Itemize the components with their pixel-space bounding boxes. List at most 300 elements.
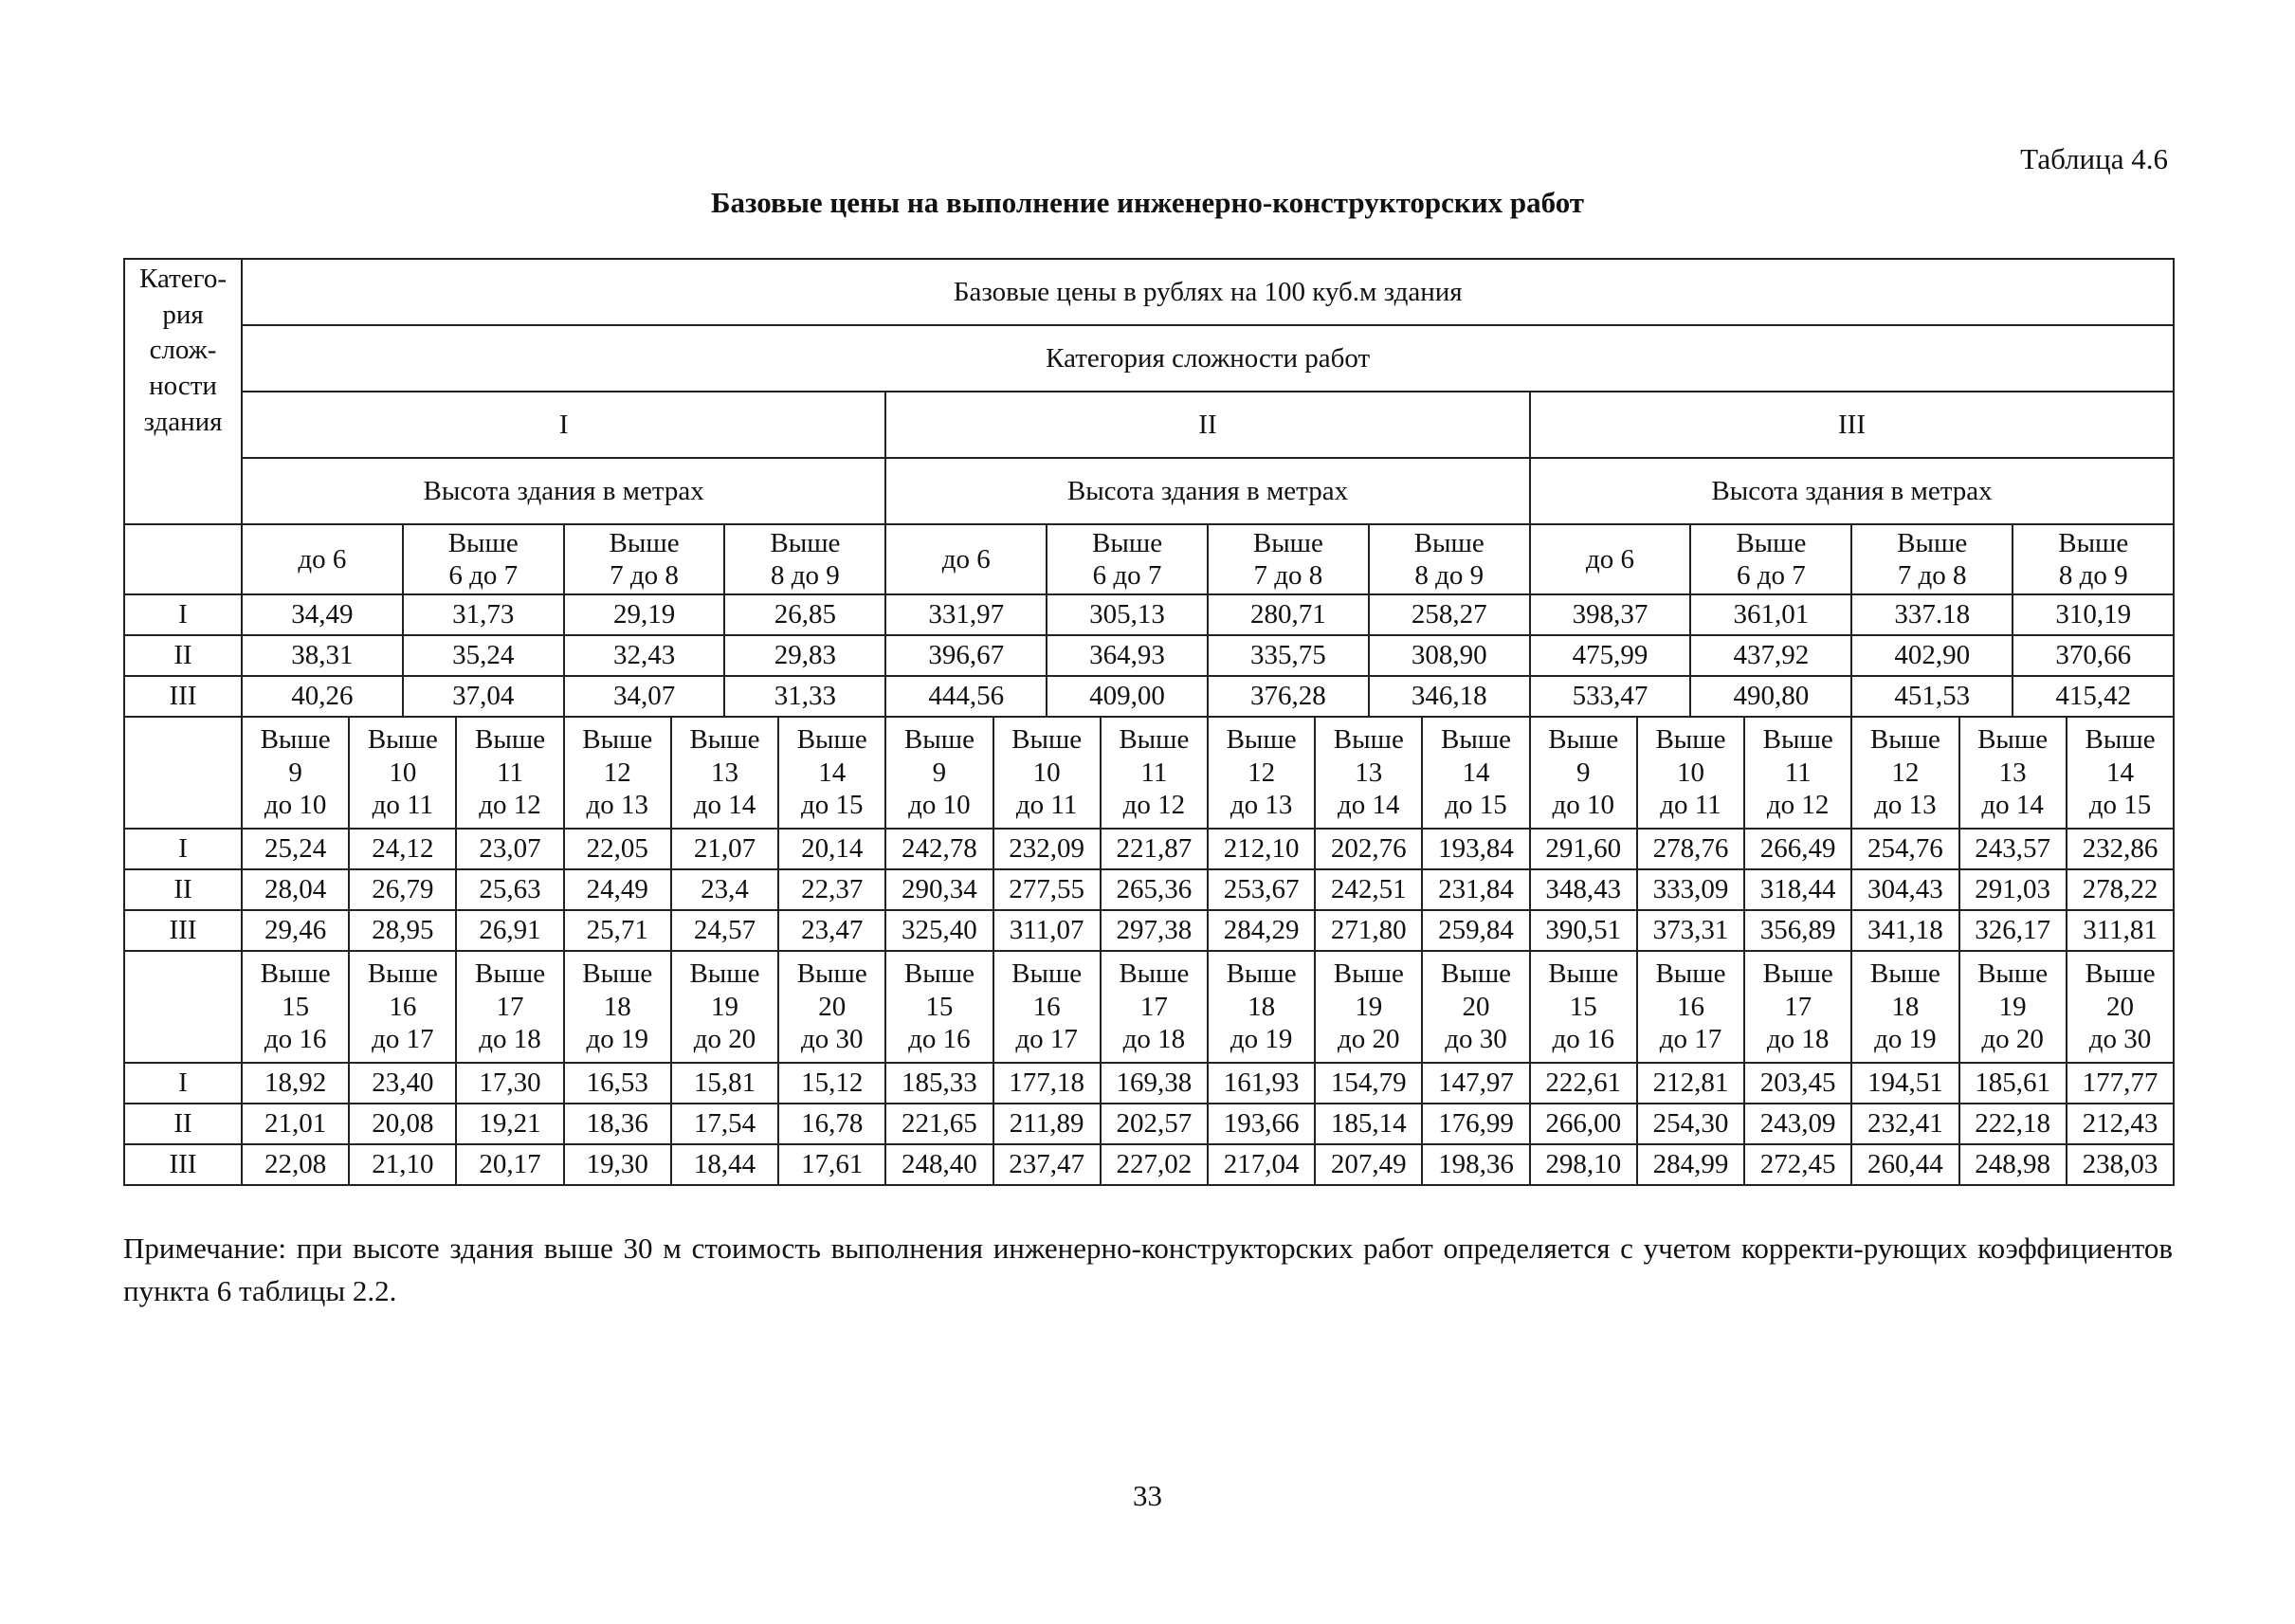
price-cell	[1315, 910, 1422, 951]
price-cell	[403, 676, 564, 717]
price-cell	[1530, 635, 1691, 676]
price-cell-text: 305,13	[1089, 599, 1165, 630]
price-cell	[349, 1144, 456, 1185]
table-row	[124, 594, 2174, 635]
price-cell-text: 211,89	[1009, 1108, 1084, 1140]
table-row	[124, 635, 2174, 676]
price-cell	[885, 1104, 993, 1144]
page-number: 33	[1133, 1479, 1162, 1512]
price-cell-text: 318,44	[1759, 874, 1836, 905]
price-cell	[1851, 829, 1958, 869]
height-range-header	[885, 717, 993, 829]
height-range-header-text: до 6	[1586, 543, 1635, 575]
price-cell-text: 29,46	[264, 915, 327, 946]
price-cell	[456, 829, 563, 869]
price-cell	[349, 869, 456, 910]
price-cell	[564, 676, 725, 717]
price-cell-text: 23,47	[801, 915, 864, 946]
price-cell-text: 23,40	[372, 1067, 434, 1099]
row-category-label-text: III	[169, 681, 197, 712]
page-title: Базовые цены на выполнение инженерно-конструкторских работ	[710, 186, 1585, 219]
height-range-header-text: Выше 10 до 11	[1655, 723, 1726, 821]
height-range-header	[2067, 951, 2175, 1063]
footnote: Примечание: при высоте здания выше 30 м стоимость выполнения инженерно-конструкторских работ определяется с учетом корректи-рующих коэффициентов пункта 6 таблицы 2.2.	[123, 1232, 2173, 1307]
price-cell	[1422, 910, 1529, 951]
price-cell-text: 177,18	[1009, 1067, 1085, 1099]
price-cell	[564, 910, 671, 951]
height-range-header-text: до 6	[298, 543, 347, 575]
price-cell-text: 415,42	[2055, 681, 2132, 712]
price-cell-text: 475,99	[1572, 640, 1648, 671]
price-cell-text: 15,12	[801, 1067, 864, 1099]
height-range-header	[778, 717, 885, 829]
price-cell-text: 207,49	[1330, 1149, 1407, 1180]
height-range-header-text: Выше 15 до 16	[260, 958, 331, 1055]
height-range-header-text: Выше 11 до 12	[1762, 723, 1833, 821]
height-range-header	[1047, 524, 1208, 594]
price-cell	[993, 829, 1101, 869]
height-range-header	[1744, 717, 1851, 829]
header-height-label-text: Высота здания в метрах	[423, 475, 704, 506]
price-cell-text: 260,44	[1867, 1149, 1943, 1180]
height-range-header	[349, 717, 456, 829]
price-cell	[2013, 635, 2174, 676]
price-cell	[1047, 594, 1208, 635]
row-category-label	[124, 1144, 242, 1185]
price-cell	[1851, 1144, 1958, 1185]
price-cell-text: 346,18	[1411, 681, 1487, 712]
price-cell	[885, 869, 993, 910]
price-cell	[1530, 1144, 1637, 1185]
price-cell-text: 22,37	[801, 874, 864, 905]
price-cell	[778, 1063, 885, 1104]
row-category-label-text: II	[173, 640, 192, 671]
price-cell-text: 29,83	[774, 640, 837, 671]
price-cell	[885, 829, 993, 869]
price-cell-text: 243,09	[1759, 1108, 1836, 1140]
price-cell	[242, 1104, 349, 1144]
price-cell-text: 217,04	[1223, 1149, 1300, 1180]
height-range-header	[1851, 717, 1958, 829]
height-range-header-text: Выше 19 до 20	[1977, 958, 2049, 1055]
price-cell-text: 333,09	[1652, 874, 1729, 905]
price-cell	[1208, 910, 1315, 951]
price-cell	[1208, 869, 1315, 910]
price-cell	[564, 1104, 671, 1144]
price-cell-text: 202,57	[1116, 1108, 1193, 1140]
price-cell-text: 331,97	[928, 599, 1005, 630]
price-cell	[242, 1144, 349, 1185]
header-height-label	[1530, 458, 2175, 524]
price-table	[123, 258, 2175, 1186]
price-cell	[1959, 1144, 2067, 1185]
price-cell-text: 490,80	[1733, 681, 1810, 712]
price-cell-text: 24,57	[693, 915, 756, 946]
table-number: Таблица 4.6	[2020, 142, 2168, 175]
price-cell-text: 370,66	[2055, 640, 2132, 671]
price-cell-text: 348,43	[1545, 874, 1622, 905]
row-category-label-text: II	[173, 1108, 192, 1140]
height-range-header	[1208, 951, 1315, 1063]
price-cell-text: 290,34	[902, 874, 977, 905]
price-cell	[724, 635, 885, 676]
price-cell	[671, 1063, 778, 1104]
price-cell	[778, 910, 885, 951]
height-range-header-text: Выше 10 до 11	[1011, 723, 1083, 821]
height-range-header-text: Выше 20 до 30	[796, 958, 867, 1055]
price-cell-text: 396,67	[928, 640, 1005, 671]
price-cell	[671, 1144, 778, 1185]
price-cell-text: 19,21	[479, 1108, 541, 1140]
price-cell	[2067, 829, 2175, 869]
height-range-header-text: Выше 12 до 13	[1869, 723, 1940, 821]
price-cell-text: 254,76	[1867, 833, 1943, 865]
height-range-header-text: до 6	[941, 543, 991, 575]
height-range-header-text: Выше 19 до 20	[689, 958, 760, 1055]
price-cell	[1530, 910, 1637, 951]
price-cell-text: 265,36	[1116, 874, 1193, 905]
price-cell	[349, 1063, 456, 1104]
price-cell	[1208, 676, 1369, 717]
price-cell	[671, 869, 778, 910]
price-cell	[1101, 829, 1208, 869]
price-cell	[993, 1104, 1101, 1144]
row-category-label-text: I	[178, 833, 188, 865]
price-cell-text: 185,14	[1330, 1108, 1407, 1140]
row-category-label	[124, 676, 242, 717]
price-cell-text: 25,24	[264, 833, 327, 865]
price-cell-text: 32,43	[612, 640, 676, 671]
row-category-label-text: III	[169, 1149, 197, 1180]
price-cell	[1637, 1063, 1744, 1104]
height-range-header	[724, 524, 885, 594]
price-cell-text: 310,19	[2055, 599, 2132, 630]
price-cell-text: 37,04	[452, 681, 515, 712]
price-cell-text: 444,56	[928, 681, 1005, 712]
price-cell-text: 185,33	[902, 1067, 977, 1099]
price-cell	[1851, 910, 1958, 951]
price-cell	[1208, 1144, 1315, 1185]
price-cell	[1959, 910, 2067, 951]
price-cell	[1690, 635, 1851, 676]
price-cell	[1530, 1063, 1637, 1104]
price-cell	[1369, 635, 1530, 676]
price-cell	[242, 829, 349, 869]
price-cell	[2067, 1104, 2175, 1144]
price-cell	[1744, 1104, 1851, 1144]
price-cell	[885, 594, 1047, 635]
price-cell-text: 227,02	[1116, 1149, 1193, 1180]
table-row	[124, 910, 2174, 951]
price-cell	[564, 1144, 671, 1185]
height-range-header-text: Выше 10 до 11	[367, 723, 438, 821]
height-range-header-text: Выше 18 до 19	[1226, 958, 1297, 1055]
table-row	[124, 676, 2174, 717]
price-cell-text: 29,19	[612, 599, 676, 630]
height-range-header-text: Выше 8 до 9	[1413, 527, 1484, 591]
price-cell-text: 34,07	[612, 681, 676, 712]
price-cell	[564, 594, 725, 635]
row-category-label	[124, 594, 242, 635]
price-cell	[349, 829, 456, 869]
height-range-header-text: Выше 11 до 12	[1119, 723, 1190, 821]
price-cell-text: 361,01	[1733, 599, 1810, 630]
table-row	[124, 1104, 2174, 1144]
price-cell	[724, 594, 885, 635]
height-range-header	[242, 951, 349, 1063]
price-cell-text: 17,30	[479, 1067, 541, 1099]
price-cell-text: 364,93	[1089, 640, 1165, 671]
height-range-header-text: Выше 18 до 19	[1869, 958, 1940, 1055]
price-cell-text: 147,97	[1438, 1067, 1514, 1099]
height-range-header	[1530, 951, 1637, 1063]
price-cell	[1315, 1063, 1422, 1104]
price-cell-text: 176,99	[1438, 1108, 1514, 1140]
price-cell	[1208, 594, 1369, 635]
price-cell	[1851, 1104, 1958, 1144]
height-range-header	[1744, 951, 1851, 1063]
price-cell-text: 232,09	[1009, 833, 1085, 865]
price-cell-text: 373,31	[1652, 915, 1729, 946]
price-cell	[1101, 1063, 1208, 1104]
height-range-header	[1369, 524, 1530, 594]
price-cell	[1637, 910, 1744, 951]
price-cell	[885, 676, 1047, 717]
height-range-header	[1422, 717, 1529, 829]
height-range-header	[564, 951, 671, 1063]
price-cell-text: 278,76	[1652, 833, 1729, 865]
row-category-label	[124, 1104, 242, 1144]
price-cell	[1369, 676, 1530, 717]
price-cell-text: 284,29	[1223, 915, 1300, 946]
price-cell	[349, 910, 456, 951]
price-cell-text: 258,27	[1411, 599, 1487, 630]
height-range-header	[1959, 951, 2067, 1063]
price-cell-text: 26,85	[774, 599, 837, 630]
price-cell	[1422, 829, 1529, 869]
price-cell	[1047, 635, 1208, 676]
price-cell	[403, 635, 564, 676]
price-cell-text: 341,18	[1867, 915, 1943, 946]
price-cell-text: 222,18	[1975, 1108, 2050, 1140]
height-range-header-text: Выше 15 до 16	[903, 958, 974, 1055]
height-range-header	[2013, 524, 2174, 594]
price-cell	[1315, 829, 1422, 869]
header-group-3	[1530, 392, 2175, 458]
price-cell-text: 26,79	[372, 874, 434, 905]
price-cell	[2013, 594, 2174, 635]
price-cell	[724, 676, 885, 717]
height-range-header-text: Выше 7 до 8	[1252, 527, 1323, 591]
price-cell	[564, 1063, 671, 1104]
price-cell-text: 169,38	[1116, 1067, 1193, 1099]
height-range-header-text: Выше 11 до 12	[475, 723, 546, 821]
price-cell	[1744, 1144, 1851, 1185]
price-cell	[1637, 829, 1744, 869]
price-cell	[2067, 1144, 2175, 1185]
price-cell	[456, 910, 563, 951]
price-cell-text: 203,45	[1759, 1067, 1836, 1099]
height-range-header-text: Выше 12 до 13	[1226, 723, 1297, 821]
height-range-header-text: Выше 19 до 20	[1333, 958, 1404, 1055]
price-cell	[1637, 1104, 1744, 1144]
price-cell	[2013, 676, 2174, 717]
height-range-header	[1315, 951, 1422, 1063]
header-base-prices	[242, 259, 2174, 325]
price-cell-text: 18,36	[586, 1108, 648, 1140]
price-cell	[1530, 829, 1637, 869]
price-cell-text: 21,10	[372, 1149, 434, 1180]
height-range-header-text: Выше 16 до 17	[1655, 958, 1726, 1055]
height-range-header	[993, 717, 1101, 829]
price-cell	[1530, 676, 1691, 717]
price-cell-text: 291,03	[1975, 874, 2050, 905]
price-cell	[1422, 1144, 1529, 1185]
price-cell-text: 161,93	[1223, 1067, 1300, 1099]
price-cell-text: 22,08	[264, 1149, 327, 1180]
price-cell-text: 193,66	[1223, 1108, 1300, 1140]
height-range-header	[993, 951, 1101, 1063]
price-cell-text: 398,37	[1572, 599, 1648, 630]
price-cell	[242, 910, 349, 951]
height-range-header	[242, 524, 403, 594]
price-cell	[2067, 869, 2175, 910]
height-range-header	[1690, 524, 1851, 594]
height-range-header-text: Выше 16 до 17	[1011, 958, 1083, 1055]
price-cell	[1851, 635, 2013, 676]
header-height-label-text: Высота здания в метрах	[1066, 475, 1349, 506]
price-cell-text: 248,98	[1975, 1149, 2050, 1180]
price-cell-text: 24,49	[586, 874, 648, 905]
table-row	[124, 1063, 2174, 1104]
height-range-header-text: Выше 17 до 18	[475, 958, 546, 1055]
price-cell	[1744, 829, 1851, 869]
price-cell-text: 242,78	[902, 833, 977, 865]
height-range-header-text: Выше 16 до 17	[367, 958, 438, 1055]
price-cell-text: 337.18	[1894, 599, 1971, 630]
price-cell-text: 335,75	[1250, 640, 1326, 671]
height-range-header-text: Выше 6 до 7	[1092, 527, 1163, 591]
price-cell-text: 212,81	[1652, 1067, 1729, 1099]
price-cell	[1690, 594, 1851, 635]
price-cell-text: 28,04	[264, 874, 327, 905]
price-cell-text: 38,31	[291, 640, 354, 671]
price-cell-text: 194,51	[1867, 1067, 1943, 1099]
price-cell-text: 402,90	[1894, 640, 1971, 671]
section-1-blank-cell	[124, 524, 242, 594]
height-range-header-text: Выше 12 до 13	[582, 723, 653, 821]
price-cell	[778, 869, 885, 910]
price-cell-text: 18,44	[693, 1149, 756, 1180]
price-cell-text: 272,45	[1759, 1149, 1836, 1180]
height-range-header-text: Выше 17 до 18	[1762, 958, 1833, 1055]
price-cell	[778, 829, 885, 869]
height-range-header-text: Выше 14 до 15	[796, 723, 867, 821]
price-cell-text: 28,95	[372, 915, 434, 946]
row-category-label	[124, 869, 242, 910]
price-cell-text: 40,26	[291, 681, 354, 712]
price-cell	[1851, 869, 1958, 910]
height-range-header	[671, 951, 778, 1063]
price-cell-text: 21,07	[693, 833, 756, 865]
height-range-header	[885, 524, 1047, 594]
price-cell	[1369, 594, 1530, 635]
price-cell	[1959, 1063, 2067, 1104]
price-cell	[993, 1144, 1101, 1185]
height-range-header	[671, 717, 778, 829]
price-cell-text: 280,71	[1250, 599, 1326, 630]
price-cell	[242, 869, 349, 910]
price-cell-text: 266,49	[1759, 833, 1836, 865]
price-cell	[1851, 1063, 1958, 1104]
price-cell	[564, 635, 725, 676]
row-category-label	[124, 829, 242, 869]
price-cell-text: 31,73	[452, 599, 515, 630]
price-cell-text: 311,81	[2083, 915, 2158, 946]
price-cell	[1744, 1063, 1851, 1104]
height-range-header-text: Выше 9 до 10	[260, 723, 331, 821]
price-cell	[1208, 635, 1369, 676]
price-cell-text: 202,76	[1330, 833, 1407, 865]
price-cell-text: 20,17	[479, 1149, 541, 1180]
price-cell-text: 277,55	[1009, 874, 1085, 905]
table-row	[124, 1144, 2174, 1185]
section-3-blank-cell	[124, 951, 242, 1063]
height-range-header	[1315, 717, 1422, 829]
price-cell	[1690, 676, 1851, 717]
price-cell-text: 193,84	[1438, 833, 1514, 865]
price-cell	[242, 635, 403, 676]
price-cell	[885, 1063, 993, 1104]
header-height-label	[242, 458, 885, 524]
price-cell	[349, 1104, 456, 1144]
price-cell-text: 17,54	[693, 1108, 756, 1140]
height-range-header-text: Выше 20 до 30	[2085, 958, 2156, 1055]
height-range-header-text: Выше 8 до 9	[770, 527, 841, 591]
price-cell	[885, 635, 1047, 676]
price-cell-text: 437,92	[1733, 640, 1810, 671]
price-cell-text: 376,28	[1250, 681, 1326, 712]
price-cell-text: 243,57	[1975, 833, 2050, 865]
price-cell	[993, 869, 1101, 910]
price-cell	[1422, 869, 1529, 910]
price-cell-text: 266,00	[1545, 1108, 1622, 1140]
price-cell-text: 16,53	[586, 1067, 648, 1099]
price-cell	[1315, 1144, 1422, 1185]
price-cell	[1101, 1104, 1208, 1144]
price-cell	[1047, 676, 1208, 717]
price-cell-text: 221,65	[902, 1108, 977, 1140]
height-range-header	[1851, 524, 2013, 594]
height-range-header-text: Выше 6 до 7	[447, 527, 519, 591]
price-cell-text: 242,51	[1330, 874, 1407, 905]
price-cell-text: 325,40	[902, 915, 977, 946]
price-cell	[993, 1063, 1101, 1104]
header-group-1	[242, 392, 885, 458]
price-cell	[671, 910, 778, 951]
price-cell-text: 451,53	[1894, 681, 1971, 712]
price-cell	[456, 1063, 563, 1104]
height-range-header-text: Выше 7 до 8	[609, 527, 680, 591]
price-cell-text: 212,10	[1223, 833, 1300, 865]
height-range-header-text: Выше 14 до 15	[2085, 723, 2156, 821]
price-cell	[1101, 1144, 1208, 1185]
height-range-header	[1208, 524, 1369, 594]
height-range-header-text: Выше 9 до 10	[903, 723, 974, 821]
price-cell-text: 231,84	[1438, 874, 1514, 905]
price-cell-text: 278,22	[2082, 874, 2158, 905]
price-cell	[1744, 910, 1851, 951]
